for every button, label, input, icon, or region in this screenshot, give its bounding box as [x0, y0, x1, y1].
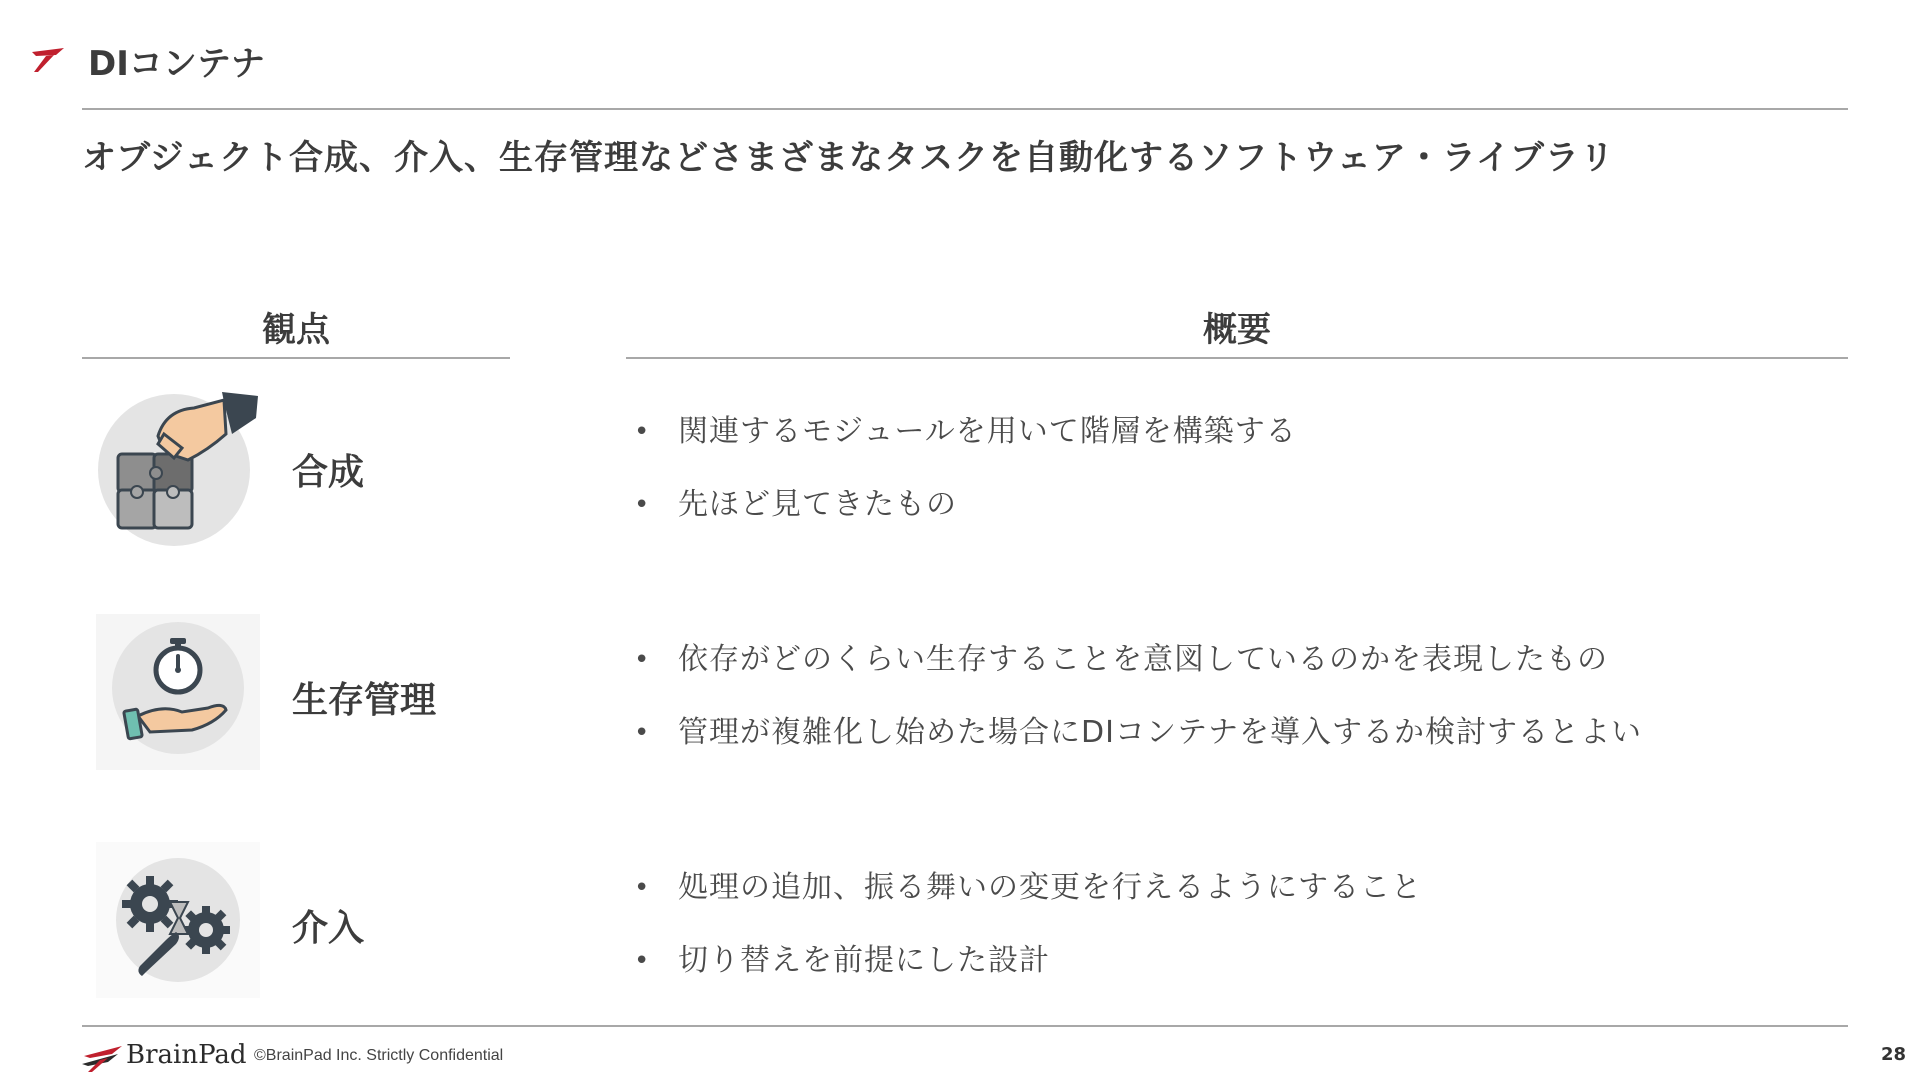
- footer-copyright: ©BrainPad Inc. Strictly Confidential: [254, 1047, 504, 1064]
- gears-wrench-icon: [96, 840, 262, 1000]
- row-label-intervention: 介入: [292, 908, 365, 949]
- row-label-composition: 合成: [292, 452, 365, 493]
- slide-subtitle: オブジェクト合成、介入、生存管理などさまざまなタスクを自動化するソフトウェア・ライブラリ: [82, 138, 1615, 178]
- bullet-dot-icon: •: [634, 718, 651, 748]
- bullet-dot-icon: •: [634, 873, 651, 903]
- bullet-text: 切り替えを前提にした設計: [678, 943, 1050, 978]
- bullet-text: 処理の追加、振る舞いの変更を行えるようにすること: [678, 870, 1422, 905]
- bullet-dot-icon: •: [634, 417, 651, 447]
- list-item: [630, 485, 1297, 525]
- brand-mark-icon: [30, 46, 66, 74]
- bullet-list-composition: [630, 412, 1297, 558]
- bullet-dot-icon: •: [634, 490, 651, 520]
- bullet-text: 管理が複雑化し始めた場合にDIコンテナを導入するか検討するとよい: [678, 715, 1642, 750]
- list-item: [630, 412, 1297, 452]
- list-item: [630, 713, 1642, 753]
- bullet-list-intervention: [630, 868, 1422, 1014]
- bullet-dot-icon: •: [634, 946, 651, 976]
- brainpad-logo: [82, 1040, 247, 1074]
- slide-title: DIコンテナ: [88, 44, 265, 84]
- brainpad-mark-icon: [82, 1040, 124, 1074]
- column-divider-right: [626, 357, 1848, 359]
- page-number: 28: [1880, 1044, 1906, 1065]
- footer-divider: [82, 1025, 1848, 1027]
- bullet-dot-icon: •: [634, 645, 651, 675]
- row-label-lifetime-management: 生存管理: [292, 680, 437, 721]
- bullet-text: 依存がどのくらい生存することを意図しているのかを表現したもの: [678, 642, 1608, 677]
- list-item: [630, 640, 1642, 680]
- title-divider: [82, 108, 1848, 110]
- bullet-text: 関連するモジュールを用いて階層を構築する: [678, 414, 1297, 449]
- bullet-list-lifetime-management: [630, 640, 1642, 786]
- stopwatch-hand-icon: [96, 612, 262, 772]
- list-item: [630, 868, 1422, 908]
- brainpad-wordmark: BrainPad: [126, 1040, 247, 1070]
- puzzle-hand-icon: [96, 388, 262, 548]
- column-divider-left: [82, 357, 510, 359]
- list-item: [630, 941, 1422, 981]
- bullet-text: 先ほど見てきたもの: [678, 487, 957, 522]
- column-header-viewpoint: 観点: [262, 310, 330, 350]
- column-header-overview: 概要: [1203, 310, 1271, 350]
